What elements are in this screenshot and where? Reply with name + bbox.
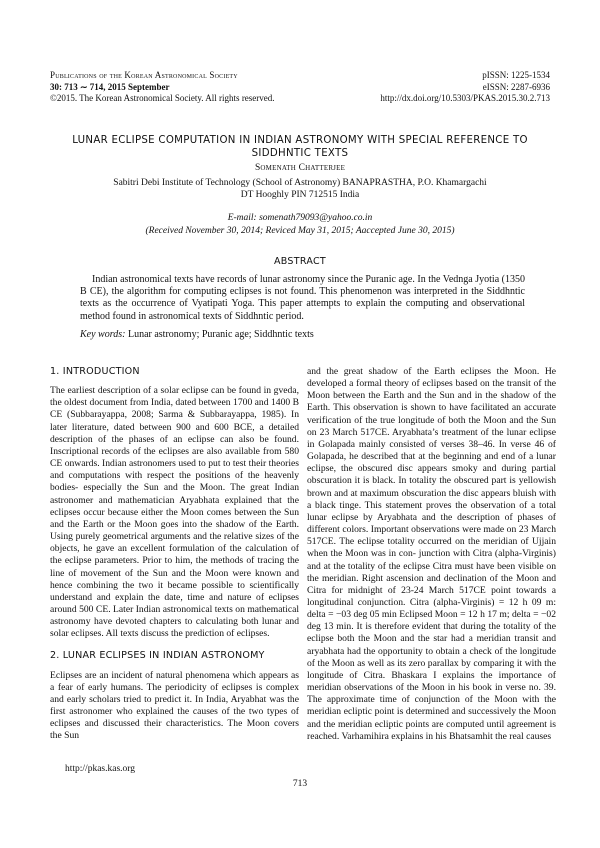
eissn: eISSN: 2287-6936 — [482, 81, 550, 92]
section-2-text: Eclipses are an incident of natural phenomena which appears as a fear of early humans. The periodicity of eclipses is complex and early scholars tried to predict it. In India, Aryabhat was the first astronomer who explained the causes of the two types of eclipses and discussed their characteristics. The Moon covers the Sun — [50, 669, 299, 742]
paper-title: LUNAR ECLIPSE COMPUTATION IN INDIAN ASTRONOMY WITH SPECIAL REFERENCE TO SIDDHNTIC TEXTS — [72, 135, 528, 159]
section-2-continued-text: and the great shadow of the Earth eclipses the Moon. He developed a formal theory of eclipses based on the transit of the Moon between the Earth and the Sun and in the shadow of the Earth. This observation is shown to have facilitated an accurate verification of the true longitude of both the Moon and the Sun on 23 March 517CE. Aryabhata’s treatment of the lunar eclipse in Golapada mainly consisted of verses 38–46. In verse 46 of Golapada, he described that at the beginning and end of a lunar eclipse, the obscured disc appears smoky and during partial obscuration it is black. In totality the obscured part is yellowish brown and at maximum obscuration the disc appears bluish with a black tinge. This statement proves the observation of a total lunar eclipse by Aryabhata and the description of phases of different colors. Important observations were made on 23 March 517CE. The eclipse totality occurred on the meridian of Ujjain when the Moon was in con- junction with Citra (alpha-Virginis) and at the totality of the eclipse Citra must have been visible on the meridian. Right ascension and declination of the Moon and Citra for midnight of 23-24 March 517CE point towards a longitudinal conjunction. Citra (alpha-Virginis) = 12 h 09 m: delta = −03 deg 05 min Eclipsed Moon = 12 h 17 m; delta = −02 deg 13 min. It is therefore evident that during the totality of the eclipse both the Moon and the star had a meridian transit and aryabhata had the opportunity to obtain a check of the longitude of the Moon as well as its zero parallax by comparing it with the longitude of Citra. Bhaskara I explains the importance of meridian observations of the Moon in his book in verse no. 39. The approximate time of conjunction of the Moon with the meridian ecliptic point is determined and successively the Moon and the meridian ecliptic points are computed until agreement is reached. Varhamihira explains in his Bhatsamhit the real causes — [307, 366, 556, 742]
right-column — [307, 366, 556, 743]
footer-url[interactable]: http://pkas.kas.org — [65, 764, 136, 774]
section-1-heading: 1. INTRODUCTION — [50, 366, 140, 377]
author-email[interactable]: E-mail: somenath79093@yahoo.co.in — [227, 213, 373, 223]
keywords — [80, 329, 525, 340]
volume-line: 30: 713 ∼ 714, 2015 September — [50, 81, 170, 92]
affiliation-line-2: DT Hooghly PIN 712515 India — [240, 189, 360, 200]
section-1-text: The earliest description of a solar eclipse can be found in gveda, the oldest document from India, dated between 1700 and 1400 B CE (Subbarayappa, 2008; Sarma & Subbarayappa, 1985). In later literature, dated between 900 and 600 BCE, a detailed description of the phases of an eclipse can also be found. Inscriptional records of the eclipses are also available from 580 CE onwards. Indian astronomers used to put to test their theories and computations with respect the positions of the heavenly bodies- especially the Sun and the Moon. The great Indian astronomer and mathematician Aryabhata explained that the eclipses occur because either the Moon comes between the Sun and the Earth or the Moon goes into the shadow of the Earth. Using purely geometrical arguments and the relative sizes of the objects, he gave an excellent formulation of the calculation of the eclipse parameters. Prior to him, the methods of tracing the line of movement of the Sun and the Moon were known and hence combining the two it became possible to scientifically understand and explain the date, time and nature of eclipses around 500 CE. Later Indian astronomical texts on mathematical astronomy have devoted chapters to calculating both lunar and solar eclipses. All texts discuss the prediction of eclipses. — [50, 385, 299, 640]
section-2-heading: 2. LUNAR ECLIPSES IN INDIAN ASTRONOMY — [50, 650, 265, 662]
journal-name: Publications of the Korean Astronomical Society — [50, 70, 238, 80]
abstract-text: Indian astronomical texts have records of lunar astronomy since the Puranic age. In the Vednga Jyotia (1350 B CE), the algorithm for computing eclipses is not found. This phenomenon was interpreted in the Siddhntic texts as the occurrence of Vyatipati Yoga. This paper attempts to explain the computing and observational method found in astronomical texts of Siddhntic period. — [80, 274, 525, 322]
author-name: Somenath Chatterjee — [254, 163, 346, 173]
keywords-label: Key words: — [80, 329, 126, 340]
pissn: pISSN: 1225-1534 — [482, 70, 550, 80]
issn-header — [290, 70, 550, 105]
page-number: 713 — [292, 779, 308, 789]
abstract-heading: ABSTRACT — [273, 256, 327, 267]
copyright-line: ©2015. The Korean Astronomical Society. All rights reserved. — [50, 93, 275, 103]
affiliation — [50, 178, 550, 201]
received-dates: (Received November 30, 2014; Reviced May 31, 2015; Aaccepted June 30, 2015) — [145, 226, 455, 236]
keywords-text: Lunar astronomy; Puranic age; Siddhntic texts — [127, 329, 314, 340]
left-column — [50, 366, 299, 743]
doi-link[interactable]: http://dx.doi.org/10.5303/PKAS.2015.30.2.713 — [380, 93, 550, 103]
affiliation-line-1: Sabitri Debi Institute of Technology (School of Astronomy) BANAPRASTHA, P.O. Khamargachi — [113, 178, 487, 188]
